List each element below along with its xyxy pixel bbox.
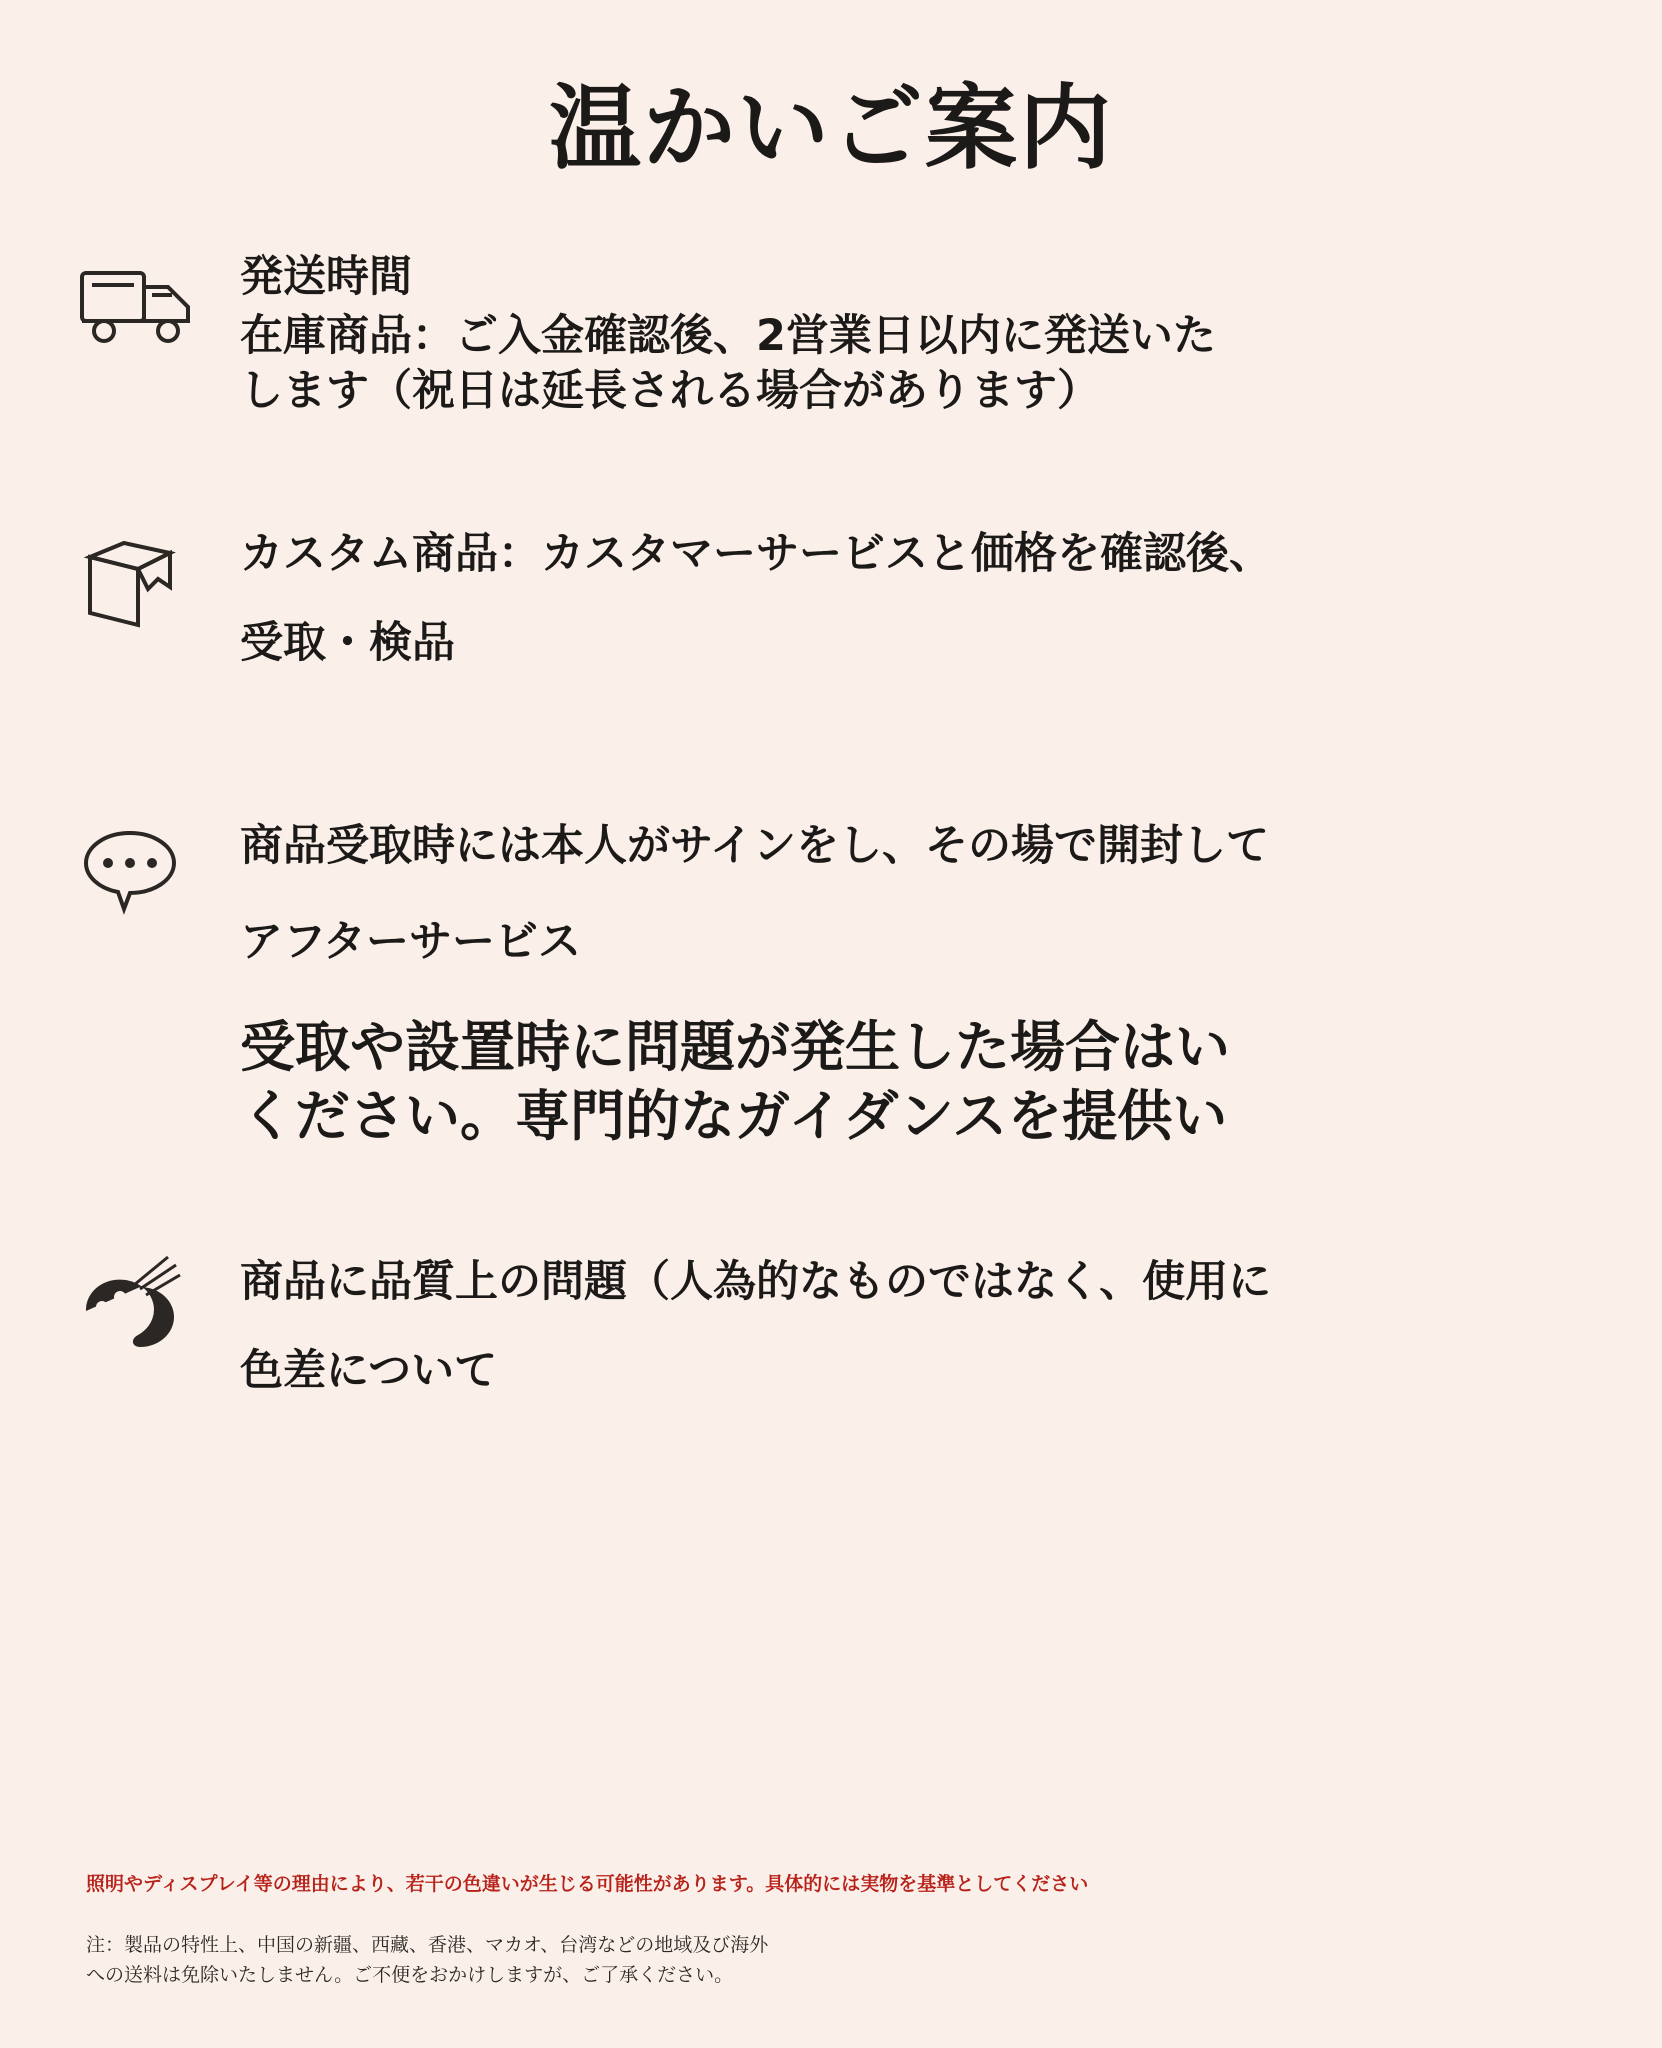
section-color-line-1: 商品に品質上の問題（人為的なものではなく、使用に [240,1256,1272,1307]
section-shipping-line-2: します（祝日は延長される場合があります） [240,365,1100,416]
palette-icon [72,1255,212,1365]
section-shipping [0,251,1662,419]
section-receiving-emphasis-2: ください。専門的なガイダンスを提供い [240,1083,1228,1148]
spacer [240,979,1642,1013]
speech-bubble-icon [72,819,212,929]
note-shipping-exclusion-line-2: への送料は免除いたしません。ご不便をおかけしますが、ご了承ください。 [86,1963,734,1986]
section-receiving-subheading: アフターサービス [240,917,581,968]
truck-icon [72,251,212,361]
footer-notes [86,1871,1622,1990]
spacer [240,874,1642,908]
section-custom-line-1: カスタム商品：カスタマーサービスと価格を確認後、 [240,529,1272,579]
note-color-warning: 照明やディスプレイ等の理由により、若干の色違いが生じる可能性があります。具体的には実物を基準としてください [86,1872,1089,1895]
spacer [240,1310,1642,1344]
section-receiving-line-1: 商品受取時には本人がサインをし、その場で開封して [240,821,1269,872]
section-receiving [0,819,1662,1151]
section-color [0,1255,1662,1399]
section-custom-line-2: 受取・検品 [240,618,455,669]
section-shipping-heading: 発送時間 [240,252,412,303]
section-color-line-2: 色差について [240,1345,498,1396]
section-shipping-line-1: 在庫商品：ご入金確認後、2営業日以内に発送いた [240,310,1216,361]
spacer [240,582,1642,616]
section-receiving-emphasis-1: 受取や設置時に問題が発生した場合はい [240,1015,1231,1080]
note-shipping-exclusion-line-1: 注：製品の特性上、中国の新疆、西藏、香港、マカオ、台湾などの地域及び海外 [86,1934,769,1957]
section-custom [0,527,1662,671]
box-icon [72,527,212,637]
page-title: 温かいご案内 [548,75,1113,182]
